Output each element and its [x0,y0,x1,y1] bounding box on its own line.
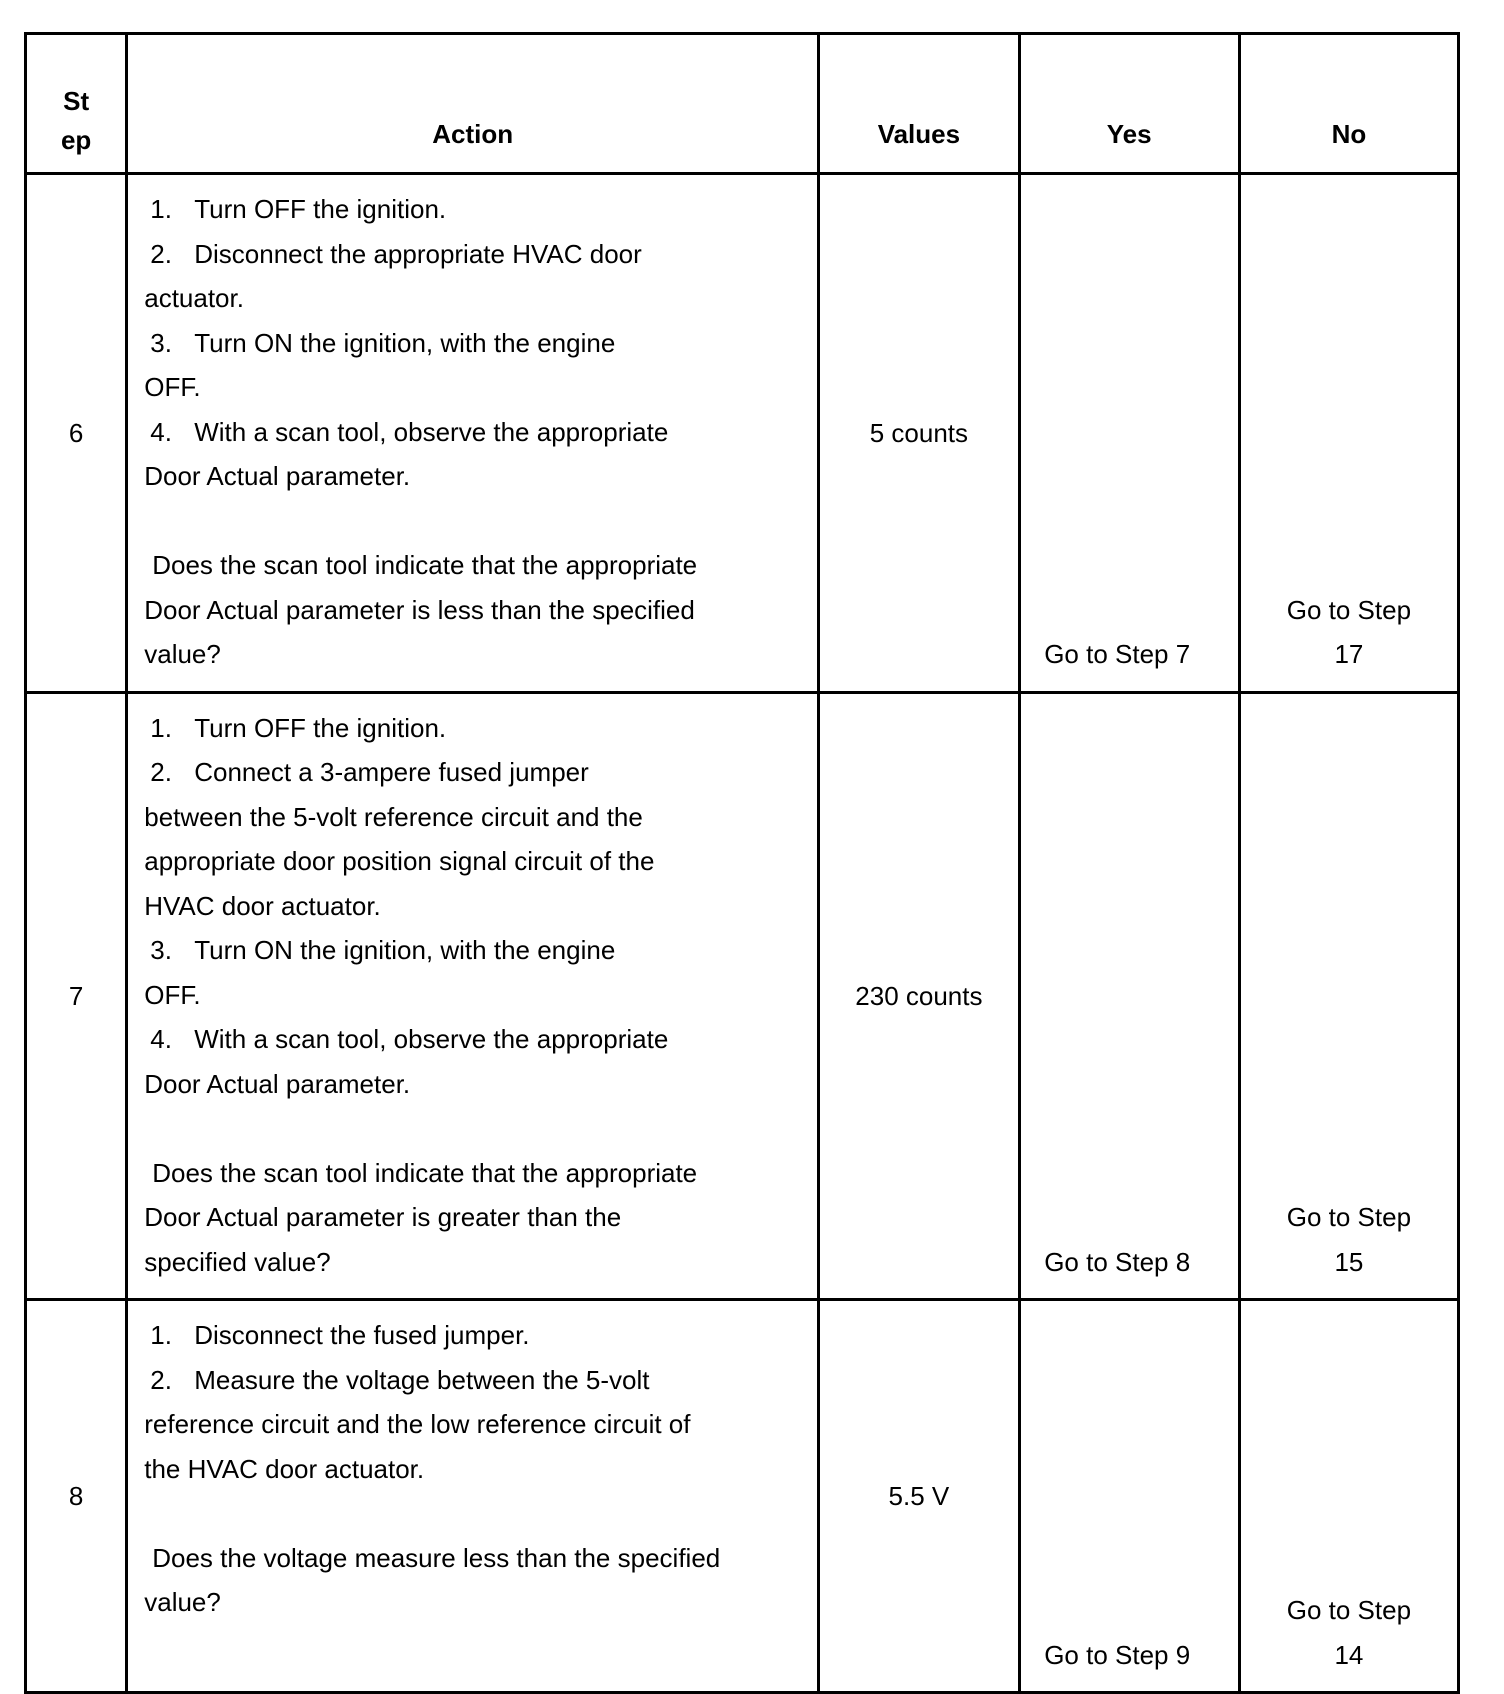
no-cell: Go to Step 17 [1239,174,1458,693]
header-no: No [1239,34,1458,174]
value-cell: 230 counts [819,692,1019,1300]
yes-cell: Go to Step 8 [1019,692,1239,1300]
step-number: 7 [26,692,127,1300]
action-item-cont: the HVAC door actuator. [144,1453,425,1484]
action-item: 4. With a scan tool, observe the appropriate [150,416,669,447]
action-cell [127,174,819,693]
action-question: Does the scan tool indicate that the appropriate Door Actual parameter is less than the specified value? [144,550,698,669]
action-item: 1. Disconnect the fused jumper. [150,1320,530,1350]
header-step-line2: ep [60,125,92,155]
action-cell [127,1300,819,1693]
action-item-cont: reference circuit and the low reference circuit of [144,1409,691,1439]
no-cell: Go to Step 14 [1239,1300,1458,1693]
step-number: 6 [26,174,127,693]
step-number: 8 [26,1300,127,1693]
action-question: Does the voltage measure less than the specified value? [144,1542,721,1617]
action-item: 1. Turn OFF the ignition. [150,194,447,224]
no-cell: Go to Step 15 [1239,692,1458,1300]
header-values: Values [819,34,1019,174]
yes-cell: Go to Step 9 [1019,1300,1239,1693]
action-item: 2. Connect a 3-ampere fused jumper [150,757,589,787]
yes-cell: Go to Step 7 [1019,174,1239,693]
action-item: 3. Turn ON the ignition, with the engine [150,327,616,358]
action-item-cont: between the 5-volt reference circuit and the [144,801,643,832]
action-item: 4. With a scan tool, observe the appropriate [150,1024,669,1054]
action-question: Does the scan tool indicate that the appropriate Door Actual parameter is greater than the specified value? [144,1157,698,1277]
value-cell: 5.5 V [819,1300,1019,1693]
header-step-line1: St [63,86,90,116]
action-item-cont: Door Actual parameter. [144,1068,411,1099]
action-item-cont: OFF. [144,979,201,1010]
action-item-cont: appropriate door position signal circuit of the [144,846,655,876]
header-yes: Yes [1019,34,1239,174]
value-cell: 5 counts [819,174,1019,693]
action-item: 3. Turn ON the ignition, with the engine [150,935,616,965]
action-item-cont: actuator. [144,283,244,313]
header-step [26,34,127,174]
table-row [26,1300,1459,1693]
action-item-cont: Door Actual parameter. [144,461,411,491]
action-item: 2. Measure the voltage between the 5-volt [150,1364,650,1395]
diagnostic-table [24,32,1460,1694]
header-action: Action [127,34,819,174]
header-row [26,34,1459,174]
action-item-cont: HVAC door actuator. [144,890,381,921]
action-cell [127,692,819,1300]
action-item: 2. Disconnect the appropriate HVAC door [150,238,642,269]
action-item: 1. Turn OFF the ignition. [150,712,447,743]
table-row [26,174,1459,693]
action-item-cont: OFF. [144,372,201,402]
table-row [26,692,1459,1300]
